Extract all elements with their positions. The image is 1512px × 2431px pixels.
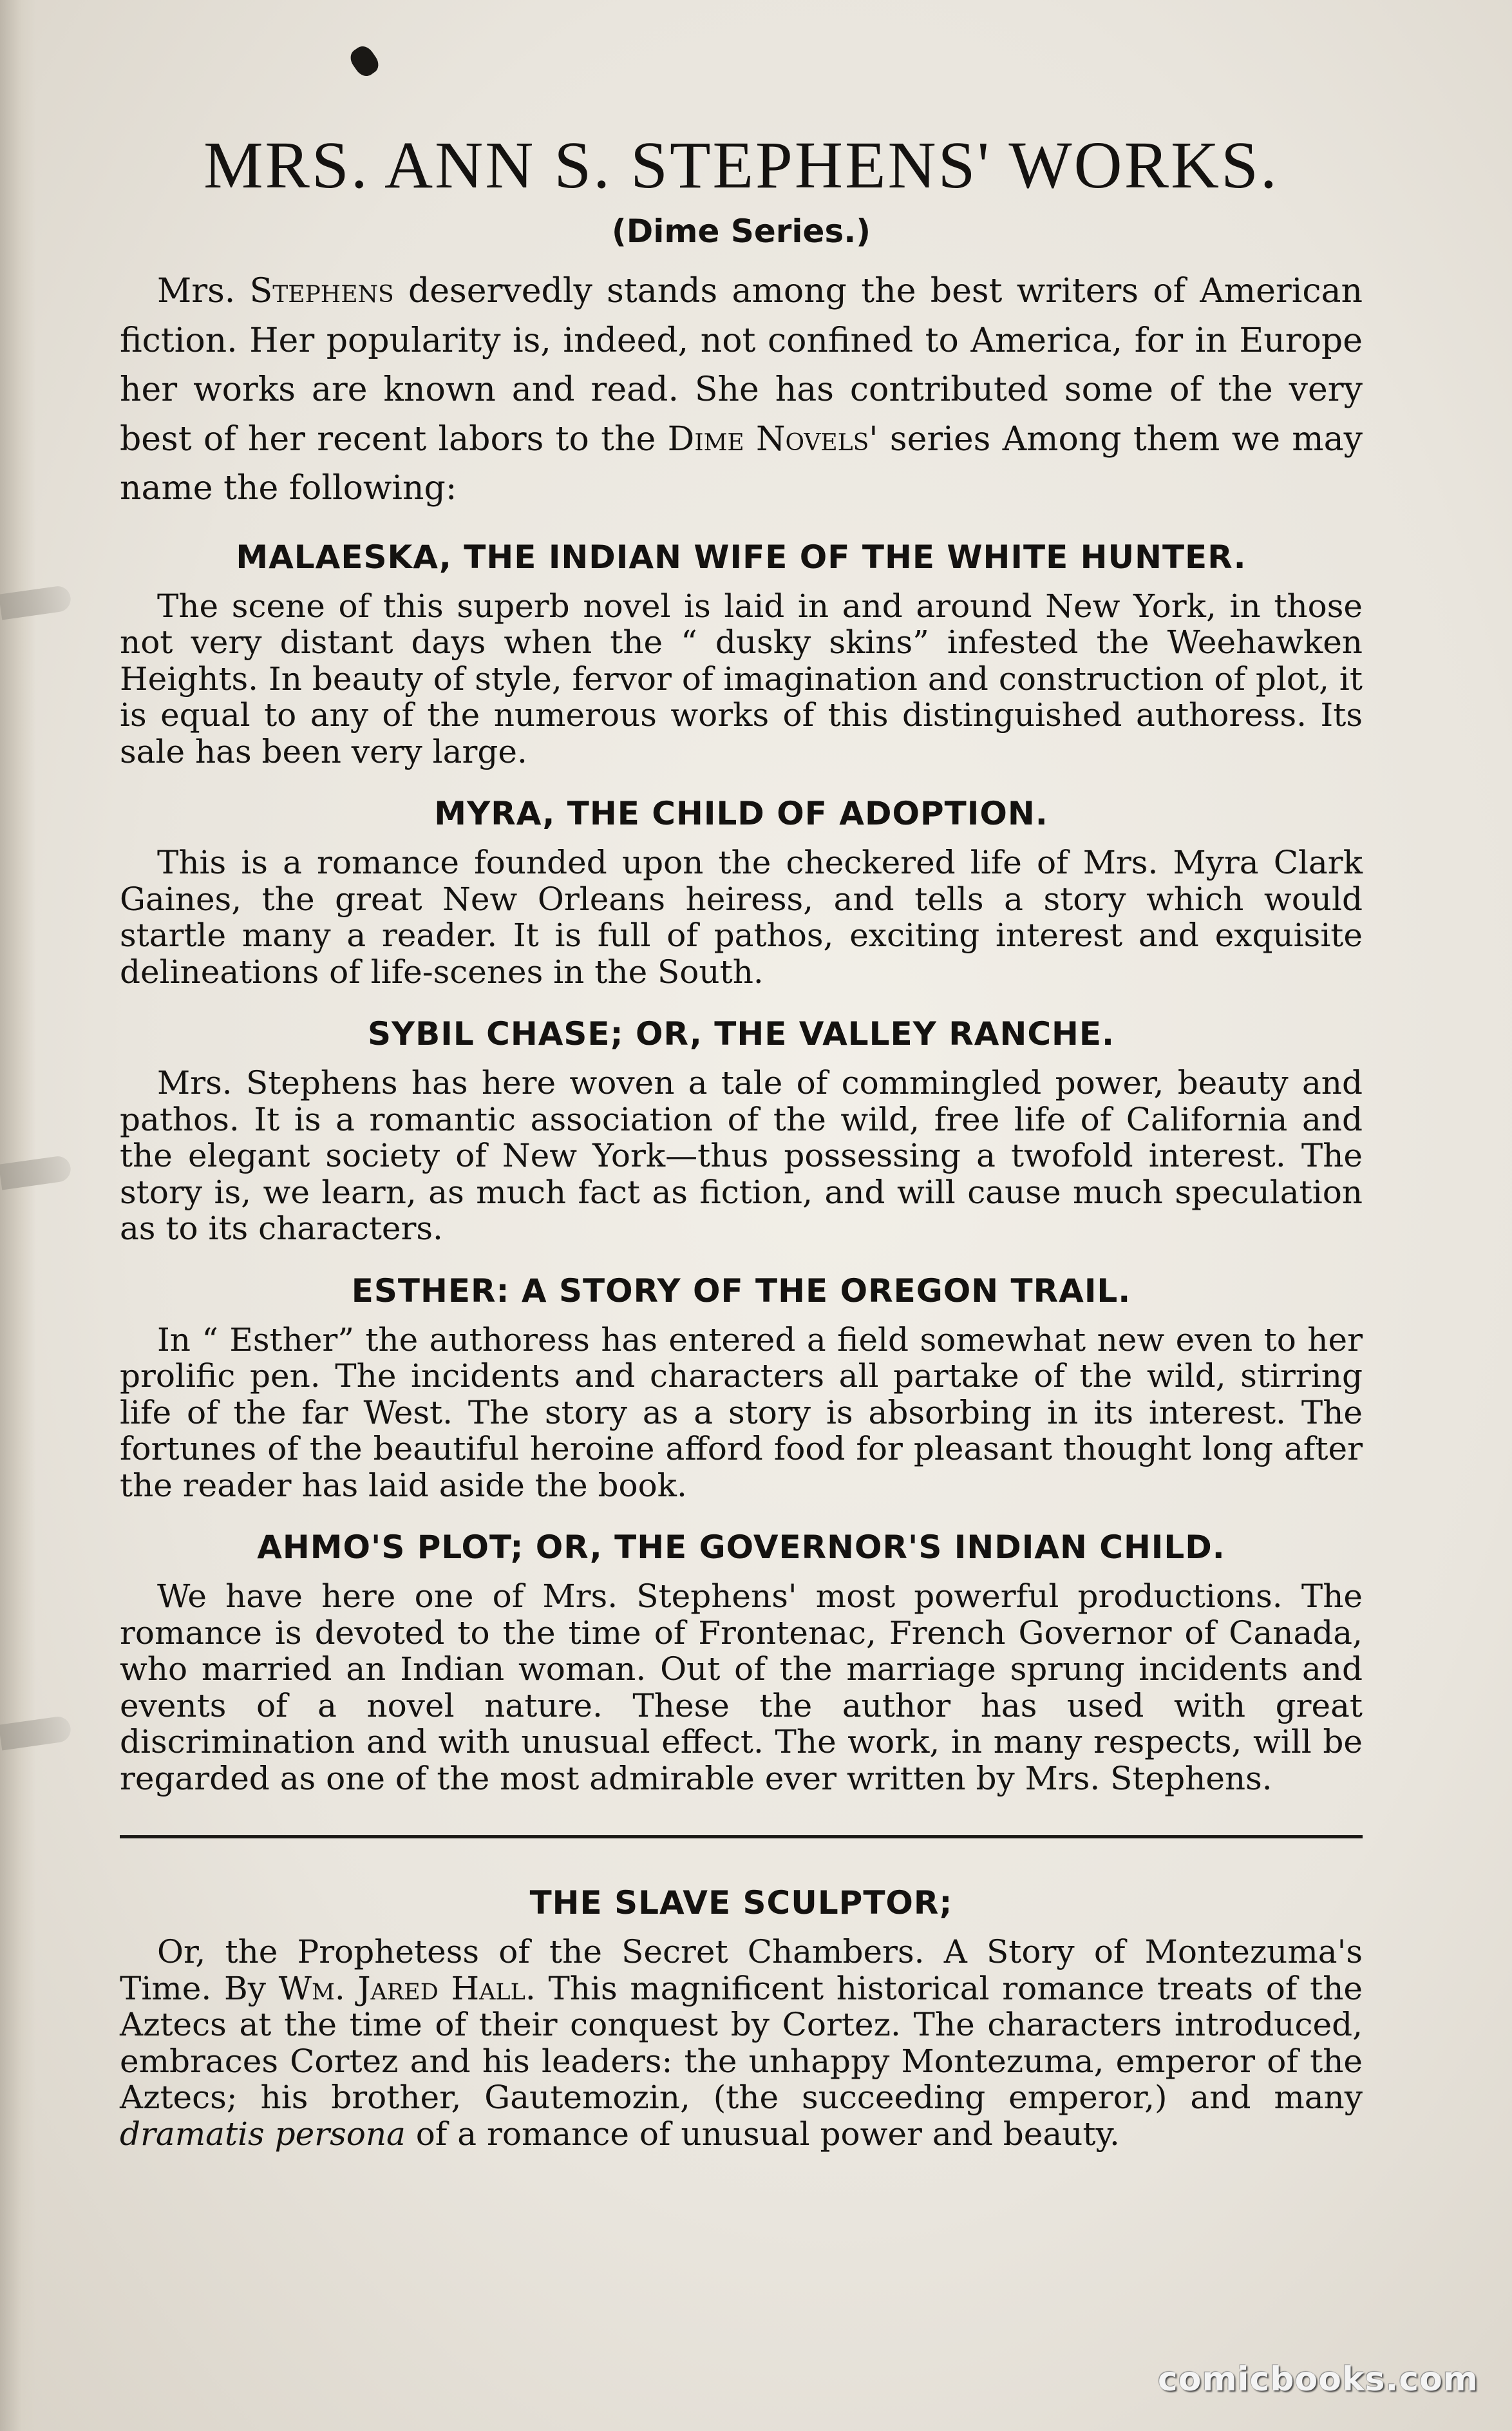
book-title: SYBIL CHASE; OR, THE VALLEY RANCHE. <box>367 1015 1115 1053</box>
featured-text: This magnificent historical romance treats of the Aztecs at the time of their conquest by Cortez. The characters introduced, embraces Cortez and his leaders: the unhappy Montezuma, emperor of the Aztecs; his brother, Gautemozin, (the succeeding emperor,) and many <box>120 1969 1363 2117</box>
book-title: MALAESKA, THE INDIAN WIFE OF THE WHITE HUNTER. <box>236 538 1247 576</box>
featured-book-entry <box>120 1883 1363 2152</box>
featured-italic-phrase: dramatis persona <box>120 2115 406 2153</box>
intro-text: deservedly stands among the best writers of American fiction. Her popularity is, indeed, not confined to America, for in Europe her works are known and read. She has contributed some of the very best of her recent labors to the <box>120 272 1363 459</box>
intro-text: Mrs. <box>157 272 250 311</box>
book-description: We have here one of Mrs. Stephens' most powerful productions. The romance is devoted to the time of Frontenac, French Governor of Canada, who married an Indian woman. Out of the marriage sprung incidents and events of a novel nature. These the author has used with great discrimination and with unusual effect. The work, in many respects, will be regarded as one of the most admirable ever written by Mrs. Stephens. <box>120 1578 1363 1797</box>
book-title: AHMO'S PLOT; OR, THE GOVERNOR'S INDIAN CHILD. <box>257 1529 1225 1567</box>
book-entry-ahmos-plot <box>120 1528 1363 1797</box>
featured-author: Wm. Jared Hall. <box>278 1969 536 2007</box>
series-name: Dime Novels' <box>667 419 878 459</box>
featured-book-title: THE SLAVE SCULPTOR; <box>529 1884 953 1922</box>
ink-speck <box>346 43 383 80</box>
page-binding <box>0 0 36 2431</box>
featured-book-description <box>120 1934 1363 2152</box>
book-description: The scene of this superb novel is laid in and around New York, in those not very distant days when the “ dusky skins” infested the Weehawken Heights. In beauty of style, fervor of imagination and construction of plot, it is equal to any of the numerous works of this distinguished authoress. Its sale has been very large. <box>120 587 1363 770</box>
intro-text: series Among them we may name the following: <box>120 419 1363 508</box>
site-watermark: comicbooks.com <box>1157 2360 1479 2399</box>
intro-paragraph <box>120 267 1363 513</box>
book-description: This is a romance founded upon the checkered life of Mrs. Myra Clark Gaines, the great New Orleans heiress, and tells a story which would startle many a reader. It is full of pathos, exciting interest and exquisite delineations of life-scenes in the South. <box>120 844 1363 991</box>
featured-text: of a romance of unusual power and beauty. <box>405 2115 1120 2153</box>
divider-rule <box>120 1835 1363 1838</box>
page-subtitle: (Dime Series.) <box>611 213 871 251</box>
page-content <box>120 129 1363 2152</box>
page-title: MRS. ANN S. STEPHENS' WORKS. <box>203 128 1279 202</box>
book-entry-esther <box>120 1272 1363 1504</box>
book-title: ESTHER: A STORY OF THE OREGON TRAIL. <box>351 1272 1131 1310</box>
book-description: In “ Esther” the authoress has entered a field somewhat new even to her prolific pen. The incidents and characters all partake of the wild, stirring life of the far West. The story as a story is absorbing in its interest. The fortunes of the beautiful heroine afford food for pleasant thought long after the reader has laid aside the book. <box>120 1320 1363 1504</box>
book-title: MYRA, THE CHILD OF ADOPTION. <box>434 795 1048 833</box>
book-entry-myra <box>120 794 1363 990</box>
author-name: Stephens <box>249 272 394 311</box>
book-description: Mrs. Stephens has here woven a tale of commingled power, beauty and pathos. It is a romantic association of the wild, free life of California and the elegant society of New York—thus possessing a twofold interest. The story is, we learn, as much fact as fiction, and will cause much speculation as to its characters. <box>120 1064 1363 1248</box>
book-entry-sybil-chase <box>120 1015 1363 1247</box>
book-entry-malaeska <box>120 538 1363 770</box>
featured-text: Or, the Prophetess of the Secret Chambers. A Story of Montezuma's Time. By <box>120 1933 1363 2007</box>
